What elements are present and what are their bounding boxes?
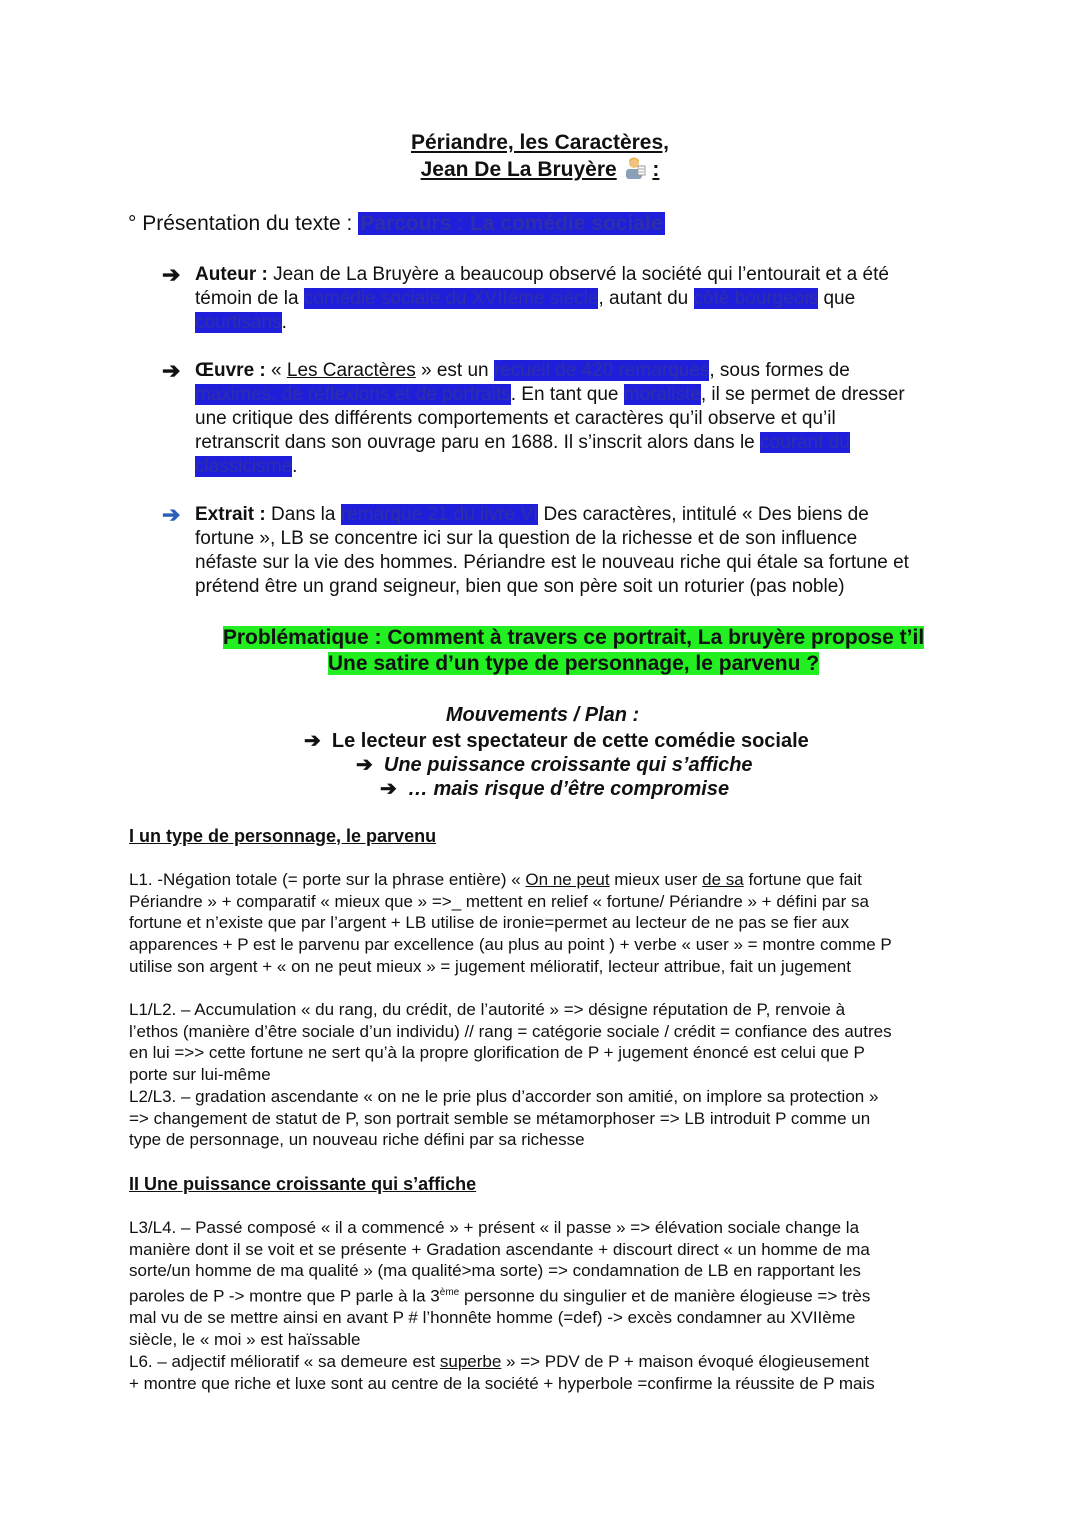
arrow-right-icon: ➔	[304, 730, 321, 752]
note-line: + montre que riche et luxe sont au centre de la société + hyperbole =confirme la réussite de P mais	[129, 1373, 875, 1393]
auteur-block	[195, 263, 995, 335]
auteur-text: .	[281, 312, 287, 333]
oeuvre-text: , sous formes de	[709, 360, 850, 381]
problematique-line-2	[0, 652, 1080, 676]
note-line: L2/L3. – gradation ascendante « on ne le prie plus d’accorder son amitié, on implore sa protection »	[129, 1086, 879, 1106]
section-1-paragraph-1	[129, 869, 969, 978]
note-text: mieux user	[609, 870, 703, 889]
oeuvre-highlight: courant du	[760, 432, 850, 453]
note-line: apparences + P est le parvenu par excellence (au plus au point ) + verbe « user » = montre comme P	[129, 935, 892, 955]
oeuvre-highlight: moraliste	[623, 384, 701, 405]
note-text: personne du singulier et de manière élogieuse => très	[459, 1286, 871, 1306]
problematique-highlight: Une satire d’un type de personnage, le parvenu ?	[327, 652, 820, 675]
oeuvre-line-3: une critique des différents comportements et caractères qu’il observe et qu’il	[195, 408, 836, 429]
presentation-line	[128, 212, 665, 236]
note-line: porte sur lui-même	[129, 1065, 271, 1085]
note-underline: de sa	[702, 870, 744, 889]
plan-item-2	[356, 752, 753, 777]
note-line: => changement de statut de P, son portrait semble se métamorphoser => LB introduit P comme un	[129, 1108, 871, 1128]
arrow-right-icon: ➔	[162, 502, 181, 527]
note-text: » => PDV de P + maison évoqué élogieusement	[501, 1351, 870, 1371]
note-line: mal vu de se mettre ainsi en avant P # l’honnête homme (=def) -> excès condamner au XVIIème	[129, 1308, 856, 1328]
note-line: type de personnage, un nouveau riche défini par sa richesse	[129, 1130, 585, 1150]
note-text: paroles de P -> montre que P parle à la 3	[129, 1286, 440, 1306]
note-line: L3/L4. – Passé composé « il a commencé » + présent « il passe » => élévation sociale change la	[129, 1218, 860, 1237]
plan-item-label: … mais risque d’être compromise	[407, 778, 730, 800]
oeuvre-title: Les Caractères	[286, 360, 416, 381]
extrait-highlight: remarque 21 du livre VI	[340, 504, 539, 525]
auteur-text: , autant du	[598, 288, 694, 309]
auteur-text: témoin de la	[195, 288, 304, 309]
writer-emoji-icon	[623, 157, 647, 179]
extrait-line-3: néfaste sur la vie des hommes. Périandre est le nouveau riche qui étale sa fortune et	[195, 552, 909, 573]
extrait-block	[195, 503, 995, 599]
auteur-highlight: courtisans	[195, 312, 282, 333]
arrow-right-icon: ➔	[356, 754, 373, 776]
auteur-text: que	[818, 288, 856, 309]
note-line: fortune et n’existe que par l’argent + LB utilise de ironie=permet au lecteur de ne pas se fier aux	[129, 913, 850, 933]
note-text: L6. – adjectif mélioratif « sa demeure est	[129, 1351, 440, 1371]
plan-heading: Mouvements / Plan :	[445, 704, 640, 726]
oeuvre-text: «	[265, 360, 287, 381]
oeuvre-text: » est un	[415, 360, 494, 381]
note-line: utilise son argent + « on ne peut mieux » = jugement mélioratif, lecteur attribue, fait un jugement	[129, 956, 851, 976]
arrow-right-icon: ➔	[380, 778, 397, 800]
section-2-paragraph	[129, 1217, 969, 1394]
problematique-line-1	[0, 626, 1080, 650]
section-1-paragraph-2	[129, 999, 969, 1151]
plan-item-1	[304, 728, 809, 753]
oeuvre-block	[195, 359, 995, 479]
oeuvre-text: , il se permet de dresser	[700, 384, 905, 405]
page-title	[0, 131, 1080, 155]
note-line: Périandre » + comparatif « mieux que » =>_ mettent en relief « fortune/ Périandre » + défini par sa	[129, 891, 869, 911]
auteur-line-1: Jean de La Bruyère a beaucoup observé la société qui l’entourait et a été	[273, 264, 889, 285]
section-1-heading: I un type de personnage, le parvenu	[129, 826, 437, 846]
extrait-line-2: fortune », LB se concentre ici sur la question de la richesse et de son influence	[195, 528, 858, 549]
oeuvre-highlight: recueil de 420 remarques	[493, 360, 710, 381]
note-line: siècle, le « moi » est haïssable	[129, 1330, 361, 1350]
plan-item-label: Une puissance croissante qui s’affiche	[383, 754, 753, 776]
extrait-line-4: prétend être un grand seigneur, bien que son père soit un roturier (pas noble)	[195, 576, 845, 597]
presentation-label: ° Présentation du texte :	[128, 212, 353, 235]
note-line: L1/L2. – Accumulation « du rang, du crédit, de l’autorité » => désigne réputation de P, renvoie à	[129, 1000, 846, 1019]
plan-item-3	[380, 776, 729, 801]
auteur-highlight: côté bourgeois	[693, 288, 819, 309]
oeuvre-highlight: maximes, de réflexions et de portraits	[195, 384, 511, 405]
auteur-highlight: comédie sociale du XVIIème siècle	[303, 288, 599, 309]
arrow-right-icon: ➔	[162, 358, 181, 383]
title-colon: :	[652, 158, 660, 181]
note-superscript: ème	[439, 1287, 460, 1299]
auteur-label: Auteur :	[195, 264, 268, 285]
extrait-text: Dans la	[265, 504, 341, 525]
oeuvre-label: Œuvre :	[195, 360, 266, 381]
oeuvre-text: . En tant que	[510, 384, 624, 405]
oeuvre-text: retranscrit dans son ouvrage paru en 1688. Il s’inscrit alors dans le	[195, 432, 761, 453]
page-subtitle	[0, 157, 1080, 182]
note-underline: On ne peut	[525, 870, 610, 889]
title-line-1: Périandre, les Caractères,	[411, 131, 669, 154]
note-line: en lui =>> cette fortune ne sert qu’à la propre glorification de P + jugement énoncé est celui que P	[129, 1043, 865, 1063]
note-line: sorte/un homme de ma qualité » (ma qualité>ma sorte) => condamnation de LB en rapportant les	[129, 1261, 861, 1281]
parcours-highlight: Parcours : La comédie sociale	[360, 212, 663, 235]
section-2-heading: II Une puissance croissante qui s’affiche	[129, 1174, 477, 1194]
note-line: l’ethos (manière d’être sociale d’un individu) // rang = catégorie sociale / crédit = confiance des autres	[129, 1021, 892, 1041]
note-line: manière dont il se voit et se présente + Gradation ascendante + discourt direct « un homme de ma	[129, 1239, 870, 1259]
note-text: fortune que fait	[743, 870, 862, 889]
note-text: L1. -Négation totale (= porte sur la phrase entière) «	[129, 870, 526, 889]
oeuvre-text: .	[292, 456, 298, 477]
note-underline: superbe	[439, 1351, 502, 1371]
arrow-right-icon: ➔	[162, 262, 181, 287]
extrait-text: Des caractères, intitulé « Des biens de	[538, 504, 869, 525]
problematique-highlight: Problématique : Comment à travers ce portrait, La bruyère propose t’il	[222, 626, 925, 649]
extrait-label: Extrait :	[195, 504, 266, 525]
oeuvre-highlight: classicisme	[195, 456, 293, 477]
plan-item-label: Le lecteur est spectateur de cette comédie sociale	[331, 730, 809, 752]
title-line-2: Jean De La Bruyère	[420, 158, 617, 181]
